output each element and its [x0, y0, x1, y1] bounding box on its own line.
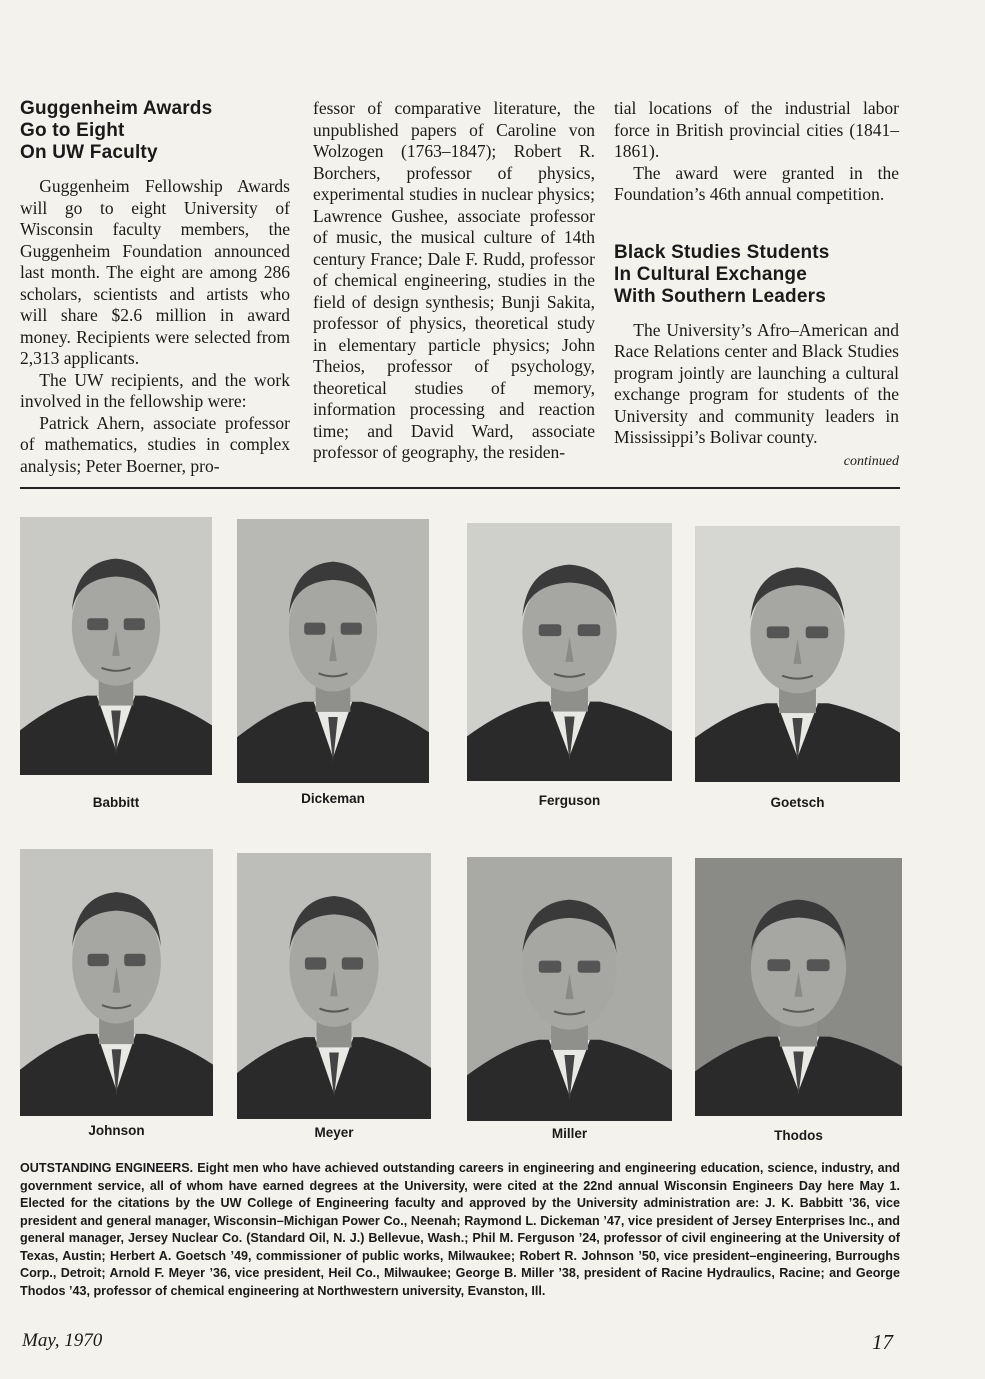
portrait-name-label: Babbitt	[92, 795, 140, 810]
article-headline: Guggenheim Awards Go to Eight On UW Faculty	[20, 98, 213, 163]
portrait-name-label: Ferguson	[538, 793, 601, 808]
portrait-photo	[237, 853, 431, 1119]
column-3	[614, 98, 899, 472]
portrait-name-label: Miller	[551, 1126, 588, 1141]
paragraph: fessor of comparative literature, the unpublished papers of Caroline von Wolzogen (1763–1847); Robert R. Borchers, professor of physics, experimental studies in nuclear physics; Lawrence Gushee, associate professor of music, the musical culture of 14th century France; Dale F. Rudd, professor of chemical engineering, studies in the field of design synthesis; Bunji Sakita, professor of physics, theoretical study in elementary particle physics; John Theios, professor of psychology, theoretical studies of memory, information processing and reaction time; and David Ward, associate professor of geography, the residen-	[313, 98, 595, 462]
paragraph: The University’s Afro–American and Race Relations center and Black Studies program jointly are launching a cultural exchange program for students of the University and community leaders in Mississippi’s Bolivar county.	[614, 319, 899, 447]
portrait-name-label: Dickeman	[301, 791, 365, 806]
paragraph: Guggenheim Fellowship Awards will go to eight University of Wisconsin faculty members, the Guggenheim Foundation announced last month. The eight are among 286 scholars, scientists and artists who will share $2.6 million in award money. Recipients were selected from 2,313 applicants.	[20, 176, 290, 368]
portrait-name-label: Goetsch	[770, 795, 825, 810]
paragraph: Patrick Ahern, associate professor of mathematics, studies in complex analysis; Peter Boerner, pro-	[20, 412, 290, 476]
portrait-photo	[237, 519, 429, 783]
portrait-photo	[695, 526, 900, 782]
portrait-name-label: Johnson	[88, 1123, 145, 1138]
issue-date: May, 1970	[22, 1330, 103, 1351]
continued-label: continued	[843, 453, 899, 469]
column-1	[20, 98, 290, 477]
article-headline: Black Studies Students In Cultural Exchange With Southern Leaders	[614, 241, 830, 307]
portrait-photo	[695, 858, 902, 1116]
page-number: 17	[872, 1330, 893, 1354]
paragraph: tial locations of the industrial labor force in British provincial cities (1841–1861).	[614, 98, 899, 161]
paragraph: The UW recipients, and the work involved in the fellowship were:	[20, 369, 290, 411]
paragraph: The award were granted in the Foundation’s 46th annual competition.	[614, 162, 899, 204]
portrait-photo	[20, 849, 213, 1116]
column-2	[313, 98, 595, 464]
portrait-photo	[467, 523, 672, 781]
portrait-name-label: Thodos	[774, 1128, 823, 1143]
portrait-photo	[20, 517, 212, 775]
portrait-name-label: Meyer	[314, 1125, 354, 1140]
portrait-photo	[467, 857, 672, 1121]
photo-caption: OUTSTANDING ENGINEERS. Eight men who have achieved outstanding careers in engineering and engineering education, science, industry, and government service, all of whom have earned degrees at the University, were cited at the 22nd annual Wisconsin Engineers Day here May 1. Elected for the citations by the UW College of Engineering faculty and approved by the University administration are: J. K. Babbitt ’36, vice president and general manager, Wisconsin–Michigan Power Co., Neenah; Raymond L. Dickeman ’47, vice president of Jersey Enterprises Inc., and general manager, Jersey Nuclear Co. (Standard Oil, N. J.) Bellevue, Wash.; Phil M. Ferguson ’24, professor of civil engineering at the University of Texas, Austin; Herbert A. Goetsch ’49, commissioner of public works, Milwaukee; Robert R. Johnson ’50, vice president–engineering, Burroughs Corp., Detroit; Arnold F. Meyer ’36, vice president, Heil Co., Milwaukee; George B. Miller ’38, president of Racine Hydraulics, Racine; and George Thodos ’43, professor of chemical engineering at Northwestern university, Evanston, Ill.	[20, 1161, 900, 1298]
section-divider	[20, 487, 900, 489]
